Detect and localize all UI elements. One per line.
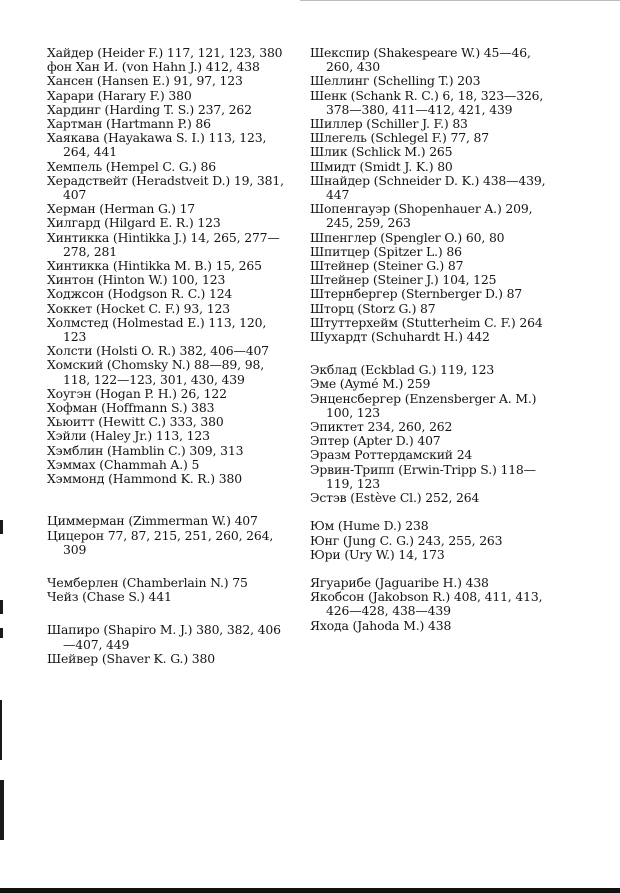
index-entry: Хилгард (Hilgard E. R.) 123 xyxy=(47,215,221,231)
index-entry: Эпиктет 234, 260, 262 xyxy=(310,419,453,435)
index-entry: Хьюитт (Hewitt C.) 333, 380 xyxy=(47,414,224,430)
index-entry: Эрвин-Трипп (Erwin-Tripp S.) 118—119, 123 xyxy=(310,461,536,491)
index-entry: Хинтикка (Hintikka M. B.) 15, 265 xyxy=(47,258,262,274)
scan-margin-mark xyxy=(0,628,3,638)
index-entry: Шопенгауэр (Shopenhauer A.) 209, 245, 259, 263 xyxy=(310,201,533,231)
scan-margin-mark xyxy=(0,700,2,760)
index-entry: Хоккет (Hocket C. F.) 93, 123 xyxy=(47,300,230,316)
index-entry: Шмидт (Smidt J. K.) 80 xyxy=(310,158,453,174)
index-entry: фон Хан И. (von Hahn J.) 412, 438 xyxy=(47,59,260,75)
index-entry: Чемберлен (Chamberlain N.) 75 xyxy=(47,574,248,590)
index-section-ya xyxy=(310,576,560,633)
index-entry: Хайдер (Heider F.) 117, 121, 123, 380 xyxy=(47,45,283,60)
index-section-sh xyxy=(47,623,292,666)
index-entry: Шухардт (Schuhardt H.) 442 xyxy=(310,329,490,345)
index-entry: Юм (Hume D.) 238 xyxy=(310,518,429,534)
index-section-yu xyxy=(310,519,560,562)
index-entry: Хартман (Hartmann P.) 86 xyxy=(47,116,211,132)
index-entry: Хомский (Chomsky N.) 88—89, 98, 118, 122—123, 301, 430, 439 xyxy=(47,357,264,387)
scan-margin-mark xyxy=(0,780,4,840)
index-section-kh xyxy=(47,46,292,486)
index-entry: Яхода (Jahoda M.) 438 xyxy=(310,617,452,633)
index-entry: Ходжсон (Hodgson R. C.) 124 xyxy=(47,286,233,302)
index-entry: Эме (Aymé M.) 259 xyxy=(310,376,431,392)
index-entry: Эптер (Apter D.) 407 xyxy=(310,433,441,449)
index-entry: Шекспир (Shakespeare W.) 45—46, 260, 430 xyxy=(310,45,531,75)
index-entry: Якобсон (Jakobson R.) 408, 411, 413, 426—428, 438—439 xyxy=(310,589,543,619)
index-entry: Холсти (Holsti O. R.) 382, 406—407 xyxy=(47,343,269,359)
index-entry: Штуттерхейм (Stutterheim C. F.) 264 xyxy=(310,314,543,330)
index-entry: Штейнер (Steiner J.) 104, 125 xyxy=(310,272,497,288)
index-entry: Юри (Ury W.) 14, 173 xyxy=(310,546,445,562)
index-entry: Эстэв (Estève Cl.) 252, 264 xyxy=(310,490,480,506)
index-entry: Хэйли (Haley Jr.) 113, 123 xyxy=(47,428,210,444)
index-entry: Хемпель (Hempel C. G.) 86 xyxy=(47,158,216,174)
index-entry: Ягуарибе (Jaguaribe H.) 438 xyxy=(310,574,489,590)
scan-margin-mark xyxy=(0,520,3,534)
index-entry: Хэммонд (Hammond K. R.) 380 xyxy=(47,471,242,487)
index-entry: Хардинг (Harding T. S.) 237, 262 xyxy=(47,101,252,117)
index-entry: Хансен (Hansen E.) 91, 97, 123 xyxy=(47,73,243,89)
index-entry: Штернбергер (Sternberger D.) 87 xyxy=(310,286,523,302)
index-entry: Циммерман (Zimmerman W.) 407 xyxy=(47,513,258,529)
index-entry: Хинтикка (Hintikka J.) 14, 265, 277—278, 281 xyxy=(47,229,280,259)
index-entry: Шпенглер (Spengler O.) 60, 80 xyxy=(310,229,505,245)
index-entry: Шейвер (Shaver K. G.) 380 xyxy=(47,650,215,666)
index-entry: Шлегель (Schlegel F.) 77, 87 xyxy=(310,130,490,146)
index-column-left xyxy=(47,46,292,666)
index-entry: Чейз (Chase S.) 441 xyxy=(47,589,172,605)
index-entry: Шапиро (Shapiro M. J.) 380, 382, 406—407, 449 xyxy=(47,622,281,652)
index-entry: Эразм Роттердамский 24 xyxy=(310,447,473,463)
index-entry: Херман (Herman G.) 17 xyxy=(47,201,196,217)
index-section-ch xyxy=(47,576,292,604)
index-entry: Шеллинг (Schelling T.) 203 xyxy=(310,73,481,89)
index-section-e xyxy=(310,363,560,505)
index-entry: Хофман (Hoffmann S.) 383 xyxy=(47,400,215,416)
index-entry: Шиллер (Schiller J. F.) 83 xyxy=(310,116,468,132)
index-entry: Хинтон (Hinton W.) 100, 123 xyxy=(47,272,226,288)
index-entry: Хаякава (Hayakawa S. I.) 113, 123, 264, 441 xyxy=(47,130,267,160)
index-entry: Херадствейт (Heradstveit D.) 19, 381, 407 xyxy=(47,172,284,203)
index-entry: Штейнер (Steiner G.) 87 xyxy=(310,258,464,274)
index-entry: Шнайдер (Schneider D. K.) 438—439, 447 xyxy=(310,172,546,203)
index-entry: Хоугэн (Hogan P. H.) 26, 122 xyxy=(47,385,227,401)
index-entry: Шлик (Schlick M.) 265 xyxy=(310,144,453,160)
index-entry: Хэммах (Chammah A.) 5 xyxy=(47,456,200,472)
index-entry: Экблад (Eckblad G.) 119, 123 xyxy=(310,362,495,378)
index-entry: Шпитцер (Spitzer L.) 86 xyxy=(310,243,462,259)
index-entry: Хэмблин (Hamblin C.) 309, 313 xyxy=(47,442,244,458)
index-section-ts xyxy=(47,514,292,557)
index-entry: Энценсбергер (Enzensberger A. M.) 100, 123 xyxy=(310,390,537,420)
index-entry: Харари (Harary F.) 380 xyxy=(47,87,192,103)
index-entry: Цицерон 77, 87, 215, 251, 260, 264, 309 xyxy=(47,527,274,557)
scan-bottom-edge xyxy=(0,888,620,893)
index-section-sh-cont xyxy=(310,46,560,344)
scan-margin-mark xyxy=(0,600,3,614)
index-entry: Шенк (Schank R. C.) 6, 18, 323—326, 378—380, 411—412, 421, 439 xyxy=(310,87,544,117)
index-entry: Холмстед (Holmestad E.) 113, 120, 123 xyxy=(47,314,267,345)
index-entry: Шторц (Storz G.) 87 xyxy=(310,300,436,316)
scan-top-line xyxy=(300,0,620,1)
index-entry: Юнг (Jung C. G.) 243, 255, 263 xyxy=(310,532,503,548)
index-column-right xyxy=(310,46,560,633)
